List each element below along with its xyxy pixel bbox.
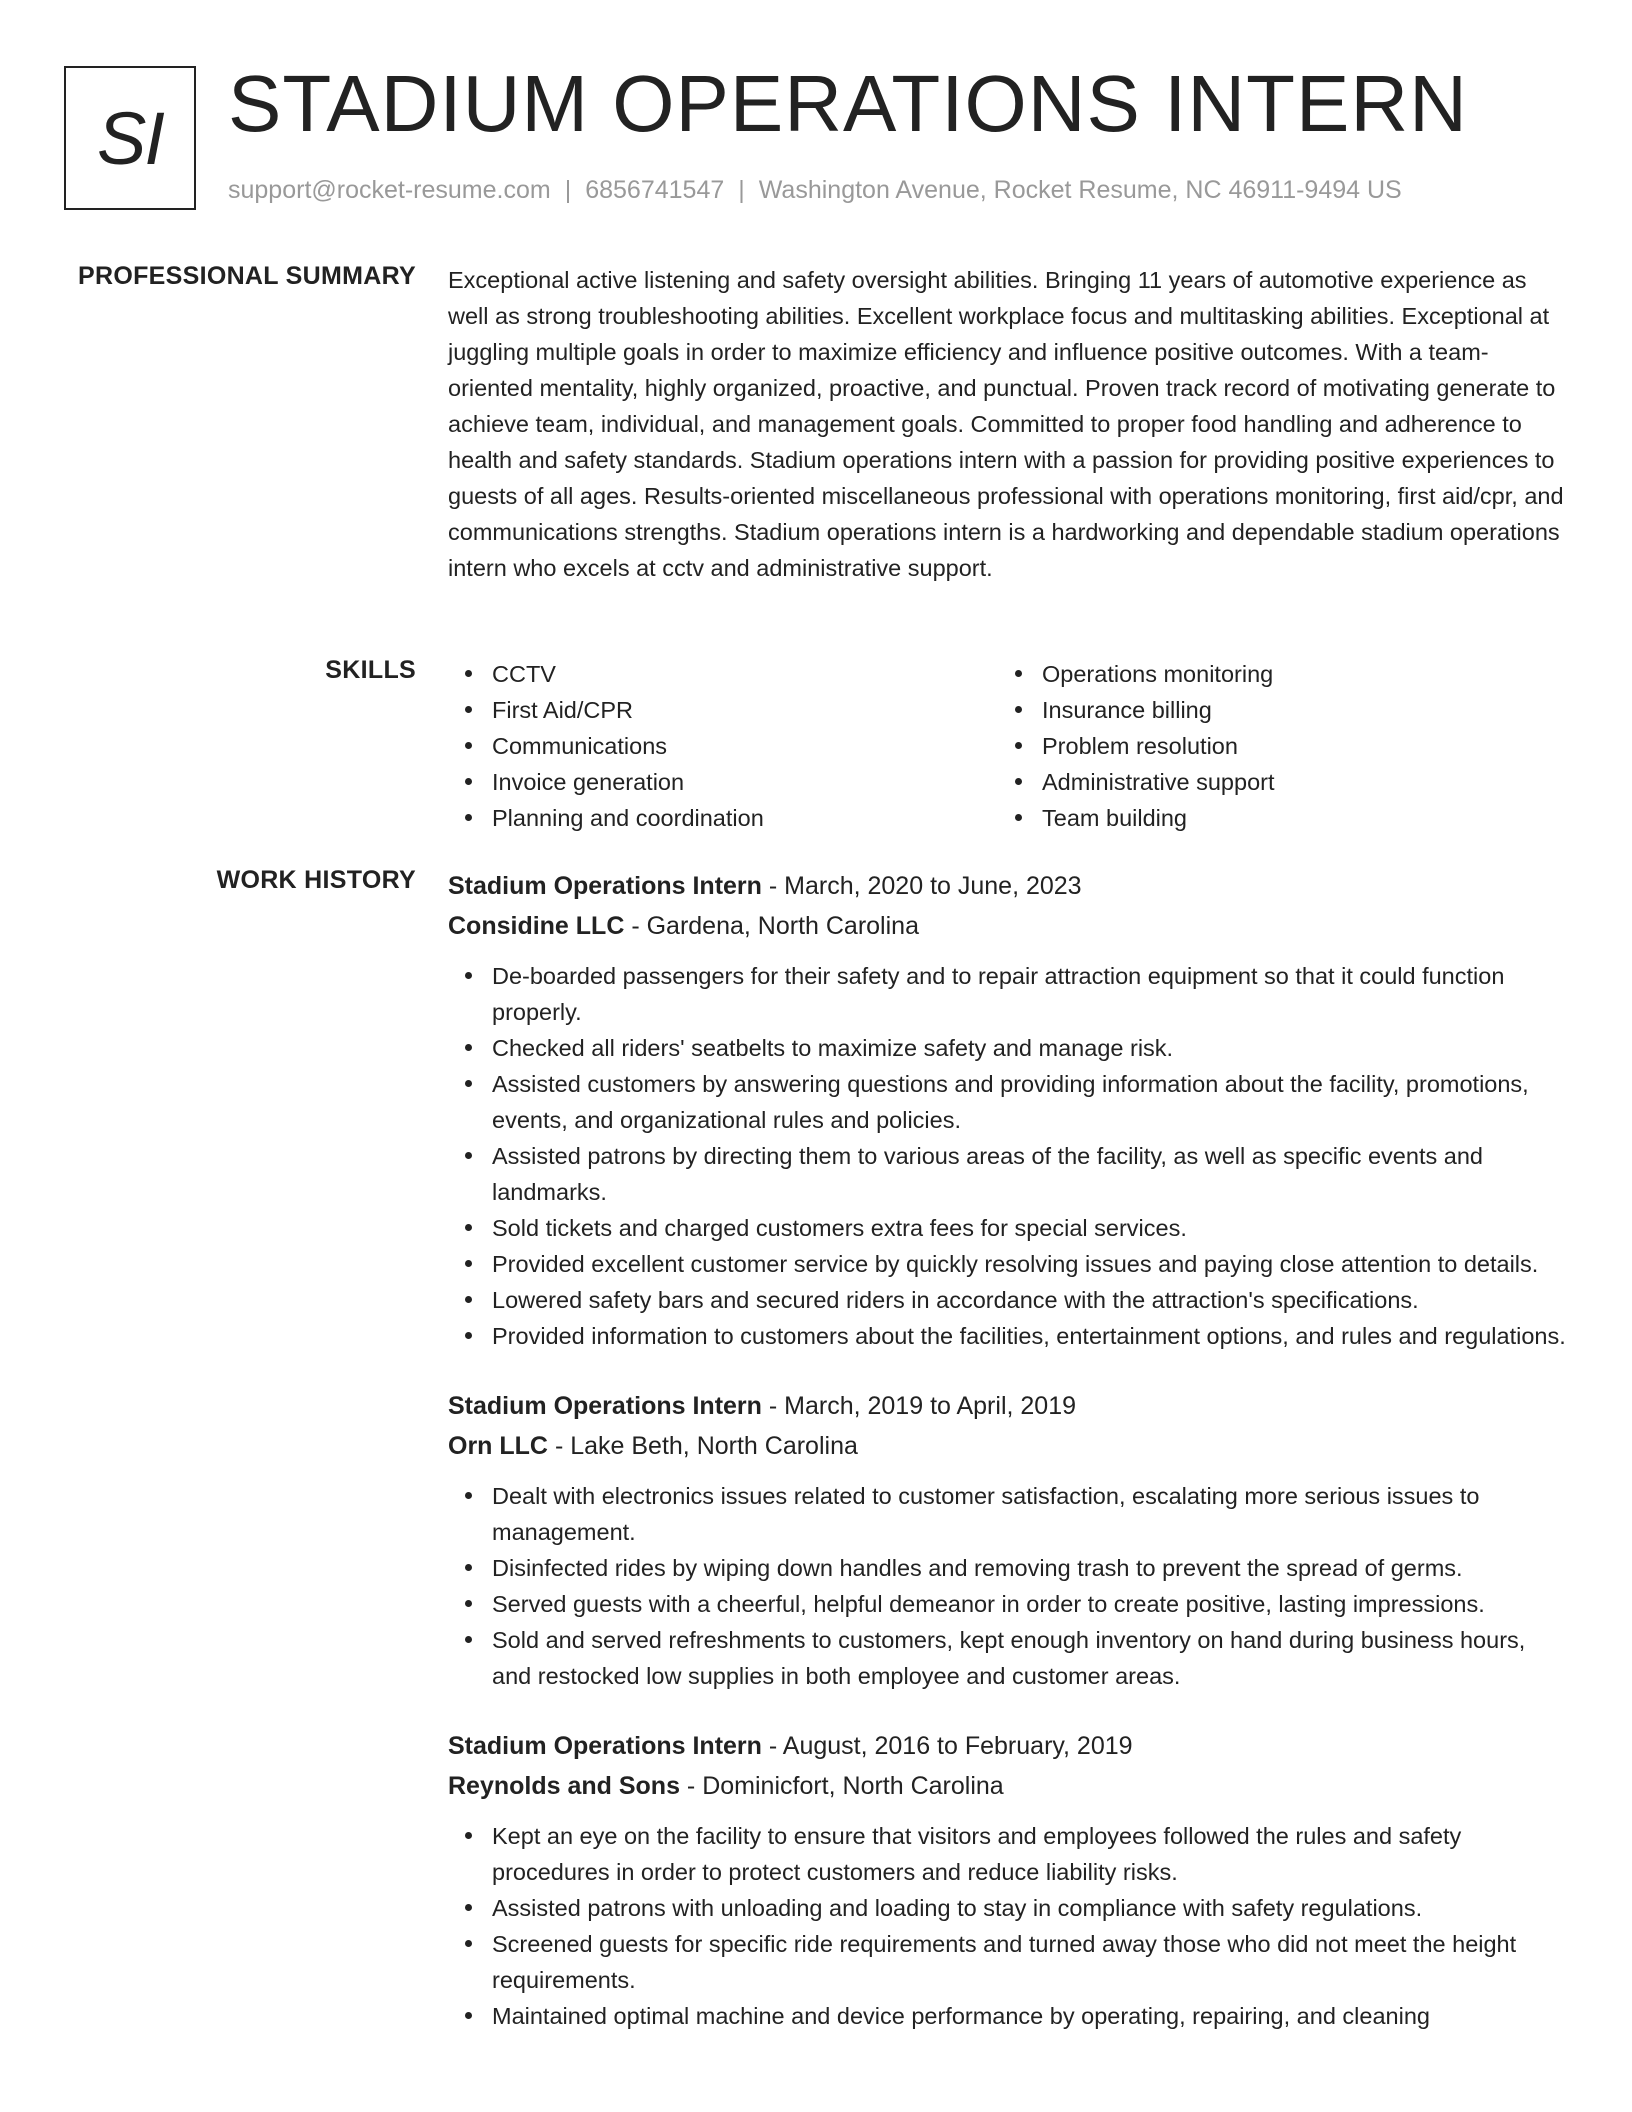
job-bullet: Served guests with a cheerful, helpful demeanor in order to create positive, lasting impressions. [448, 1586, 1568, 1622]
job-dates: - March, 2019 to April, 2019 [761, 1392, 1076, 1420]
job-bullets [448, 1478, 1568, 1694]
skill-item: Team building [998, 800, 1548, 836]
job-bullet: Checked all riders' seatbelts to maximize safety and manage risk. [448, 1030, 1568, 1066]
job-bullets [448, 958, 1568, 1354]
job-dates: - March, 2020 to June, 2023 [761, 872, 1082, 900]
job-role: Stadium Operations Intern [448, 1732, 762, 1760]
contact-separator: | [564, 176, 572, 204]
job-bullet: Assisted patrons by directing them to various areas of the facility, as well as specific events and landmarks. [448, 1138, 1568, 1210]
skill-item: Insurance billing [998, 692, 1548, 728]
job-company: Orn LLC [448, 1432, 548, 1460]
skill-item: First Aid/CPR [448, 692, 998, 728]
job-company-line [448, 906, 1568, 946]
job-bullet: Sold and served refreshments to customers, kept enough inventory on hand during business hours, and restocked low supplies in both employee and customer areas. [448, 1622, 1568, 1694]
work-history-heading: WORK HISTORY [216, 866, 416, 894]
job-bullet: Assisted customers by answering questions and providing information about the facility, promotions, events, and organizational rules and policies. [448, 1066, 1568, 1138]
job-bullet: De-boarded passengers for their safety and to repair attraction equipment so that it could function properly. [448, 958, 1568, 1030]
job-bullet: Disinfected rides by wiping down handles and removing trash to prevent the spread of germs. [448, 1550, 1568, 1586]
skill-item: Communications [448, 728, 998, 764]
job-bullet: Dealt with electronics issues related to customer satisfaction, escalating more serious issues to management. [448, 1478, 1568, 1550]
job-header [448, 1726, 1568, 1766]
job-bullets [448, 1818, 1568, 2034]
job-company: Reynolds and Sons [448, 1772, 680, 1800]
contact-separator: | [738, 176, 745, 204]
job-entry [448, 1386, 1568, 1694]
job-header [448, 1386, 1568, 1426]
job-company: Considine LLC [448, 912, 625, 940]
job-bullet: Lowered safety bars and secured riders in accordance with the attraction's specifications. [448, 1282, 1568, 1318]
job-role: Stadium Operations Intern [448, 872, 762, 900]
monogram-box [64, 66, 196, 210]
contact-address: Washington Avenue, Rocket Resume, NC 46911-9494 US [758, 176, 1402, 204]
summary-text: Exceptional active listening and safety oversight abilities. Bringing 11 years of automotive experience as well as strong troubleshooting abilities. Excellent workplace focus and multitasking abilities. Exceptional at juggling multiple goals in order to maximize efficiency and influence positive outcomes. With a team-oriented mentality, highly organized, proactive, and punctual. Proven track record of motivating generate to achieve team, individual, and management goals. Committed to proper food handling and adherence to health and safety standards. Stadium operations intern with a passion for providing positive experiences to guests of all ages. Results-oriented miscellaneous professional with operations monitoring, first aid/cpr, and communications strengths. Stadium operations intern is a hardworking and dependable stadium operations intern who excels at cctv and administrative support. [448, 267, 1564, 581]
job-location: - Lake Beth, North Carolina [548, 1432, 858, 1460]
job-header [448, 866, 1568, 906]
job-bullet: Maintained optimal machine and device performance by operating, repairing, and cleaning [448, 1998, 1568, 2034]
job-bullet: Screened guests for specific ride requirements and turned away those who did not meet the height requirements. [448, 1926, 1568, 1998]
job-dates: - August, 2016 to February, 2019 [761, 1732, 1133, 1760]
job-bullet: Assisted patrons with unloading and loading to stay in compliance with safety regulations. [448, 1890, 1568, 1926]
contact-email[interactable]: support@rocket-resume.com [228, 176, 551, 204]
skill-item: Invoice generation [448, 764, 998, 800]
job-role: Stadium Operations Intern [448, 1392, 762, 1420]
skill-item: Planning and coordination [448, 800, 998, 836]
skill-item: Problem resolution [998, 728, 1548, 764]
skill-item: Operations monitoring [998, 656, 1548, 692]
skills-list-right [998, 656, 1548, 836]
job-bullet: Provided excellent customer service by quickly resolving issues and paying close attention to details. [448, 1246, 1568, 1282]
resume-title: STADIUM OPERATIONS INTERN [228, 59, 1468, 148]
job-company-line [448, 1766, 1568, 1806]
job-bullet: Provided information to customers about the facilities, entertainment options, and rules and regulations. [448, 1318, 1568, 1354]
skills-list-left [448, 656, 998, 836]
contact-phone[interactable]: 6856741547 [585, 176, 725, 204]
skill-item: CCTV [448, 656, 998, 692]
job-company-line [448, 1426, 1568, 1466]
work-history-body [448, 866, 1568, 2066]
job-location: - Dominicfort, North Carolina [679, 1772, 1004, 1800]
skills-body [448, 656, 1568, 836]
monogram-initials: SI [97, 96, 163, 180]
job-entry [448, 866, 1568, 1354]
job-bullet: Sold tickets and charged customers extra fees for special services. [448, 1210, 1568, 1246]
skills-heading: SKILLS [325, 656, 416, 684]
contact-line [228, 176, 1402, 205]
summary-heading: PROFESSIONAL SUMMARY [78, 262, 416, 290]
job-bullet: Kept an eye on the facility to ensure that visitors and employees followed the rules and safety procedures in order to protect customers and reduce liability risks. [448, 1818, 1568, 1890]
skill-item: Administrative support [998, 764, 1548, 800]
job-location: - Gardena, North Carolina [624, 912, 919, 940]
skills-columns [448, 656, 1568, 836]
job-entry [448, 1726, 1568, 2034]
